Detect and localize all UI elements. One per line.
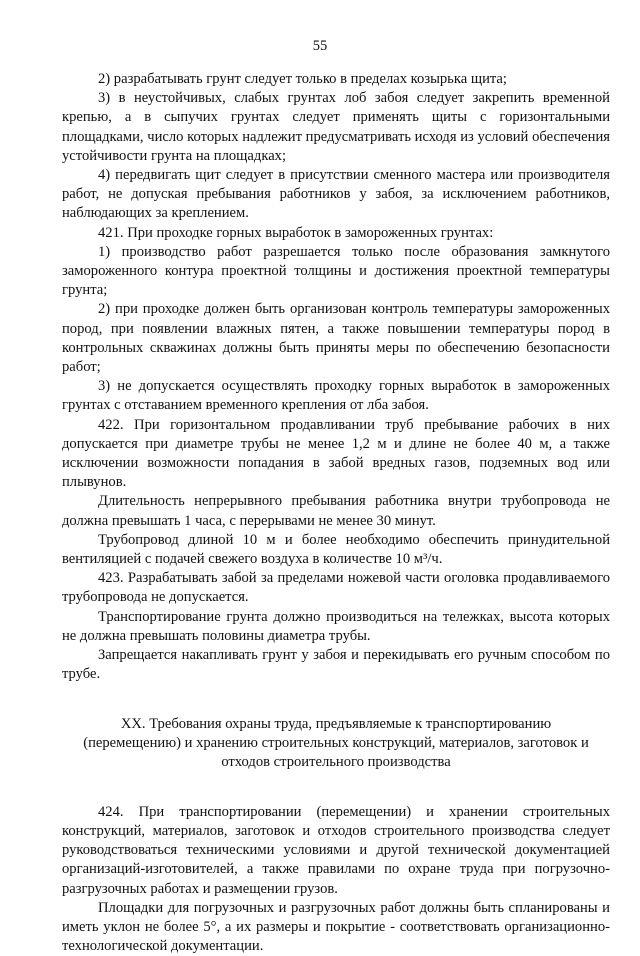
page-number: 55	[312, 38, 328, 54]
paragraph: 3) в неустойчивых, слабых грунтах лоб забоя следует закрепить временной крепью, а в сыпучих грунтах следует применять щиты с горизонтальными площадками, число которых надлежит предусматривать исходя из условий обеспечения устойчивости грунта на площадках;	[62, 90, 610, 164]
paragraph: Длительность непрерывного пребывания работника внутри трубопровода не должна превышать 1 часа, с перерывами не менее 30 минут.	[62, 493, 610, 529]
section-heading	[62, 715, 610, 773]
paragraph: 4) передвигать щит следует в присутствии сменного мастера или производителя работ, не допуская пребывания работников у забоя, за исключением работников, наблюдающих за креплением.	[62, 167, 610, 222]
paragraph: 2) разрабатывать грунт следует только в пределах козырька щита;	[98, 71, 507, 87]
paragraph: 1) производство работ разрешается только после образования замкнутого замороженного контура проектной толщины и достижения проектной температуры грунта;	[62, 243, 610, 299]
paragraph: 424. При транспортировании (перемещении) и хранении строительных конструкций, материалов, заготовок и отходов строительного производства следует руководствоваться техническими условиями и другой технической документацией организаций-изготовителей, а также правилами по охране труда при погрузочно-разгрузочных работах и размещении грузов.	[62, 803, 610, 897]
paragraph: Трубопровод длиной 10 м и более необходимо обеспечить принудительной вентиляцией с подачей свежего воздуха в количестве 10 м³/ч.	[62, 531, 610, 568]
paragraph: 423. Разрабатывать забой за пределами ножевой части оголовка продавливаемого трубопровода не допускается.	[62, 570, 610, 606]
section-heading-line: (перемещению) и хранению строительных конструкций, материалов, заготовок и	[83, 734, 589, 751]
paragraph: 2) при проходке должен быть организован контроль температуры замороженных пород, при появлении влажных пятен, а также повышении температуры пород в контрольных скважинах должны быть приняты меры по обеспечению безопасности работ;	[62, 301, 610, 376]
paragraph: Запрещается накапливать грунт у забоя и перекидывать его ручным способом по трубе.	[62, 647, 610, 683]
paragraph: 421. При проходке горных выработок в замороженных грунтах:	[98, 224, 494, 241]
paragraph: Транспортирование грунта должно производиться на тележках, высота которых не должна превышать половины диаметра трубы.	[62, 608, 610, 644]
paragraph: Площадки для погрузочных и разгрузочных работ должны быть спланированы и иметь уклон не более 5°, а их размеры и покрытие - соответствовать организационно-технологической документации.	[62, 899, 610, 955]
paragraph: 422. При горизонтальном продавливании труб пребывание рабочих в них допускается при диаметре трубы не менее 1,2 м и длине не более 40 м, а также исключении возможности попадания в забой вредных газов, подземных вод или плывунов.	[62, 416, 610, 491]
section-heading-line: XX. Требования охраны труда, предъявляемые к транспортированию	[120, 715, 552, 732]
paragraph: 3) не допускается осуществлять проходку горных выработок в замороженных грунтах с отставанием временного крепления от лба забоя.	[62, 378, 610, 414]
document-body	[62, 70, 610, 956]
section-heading-line: отходов строительного производства	[221, 754, 451, 771]
